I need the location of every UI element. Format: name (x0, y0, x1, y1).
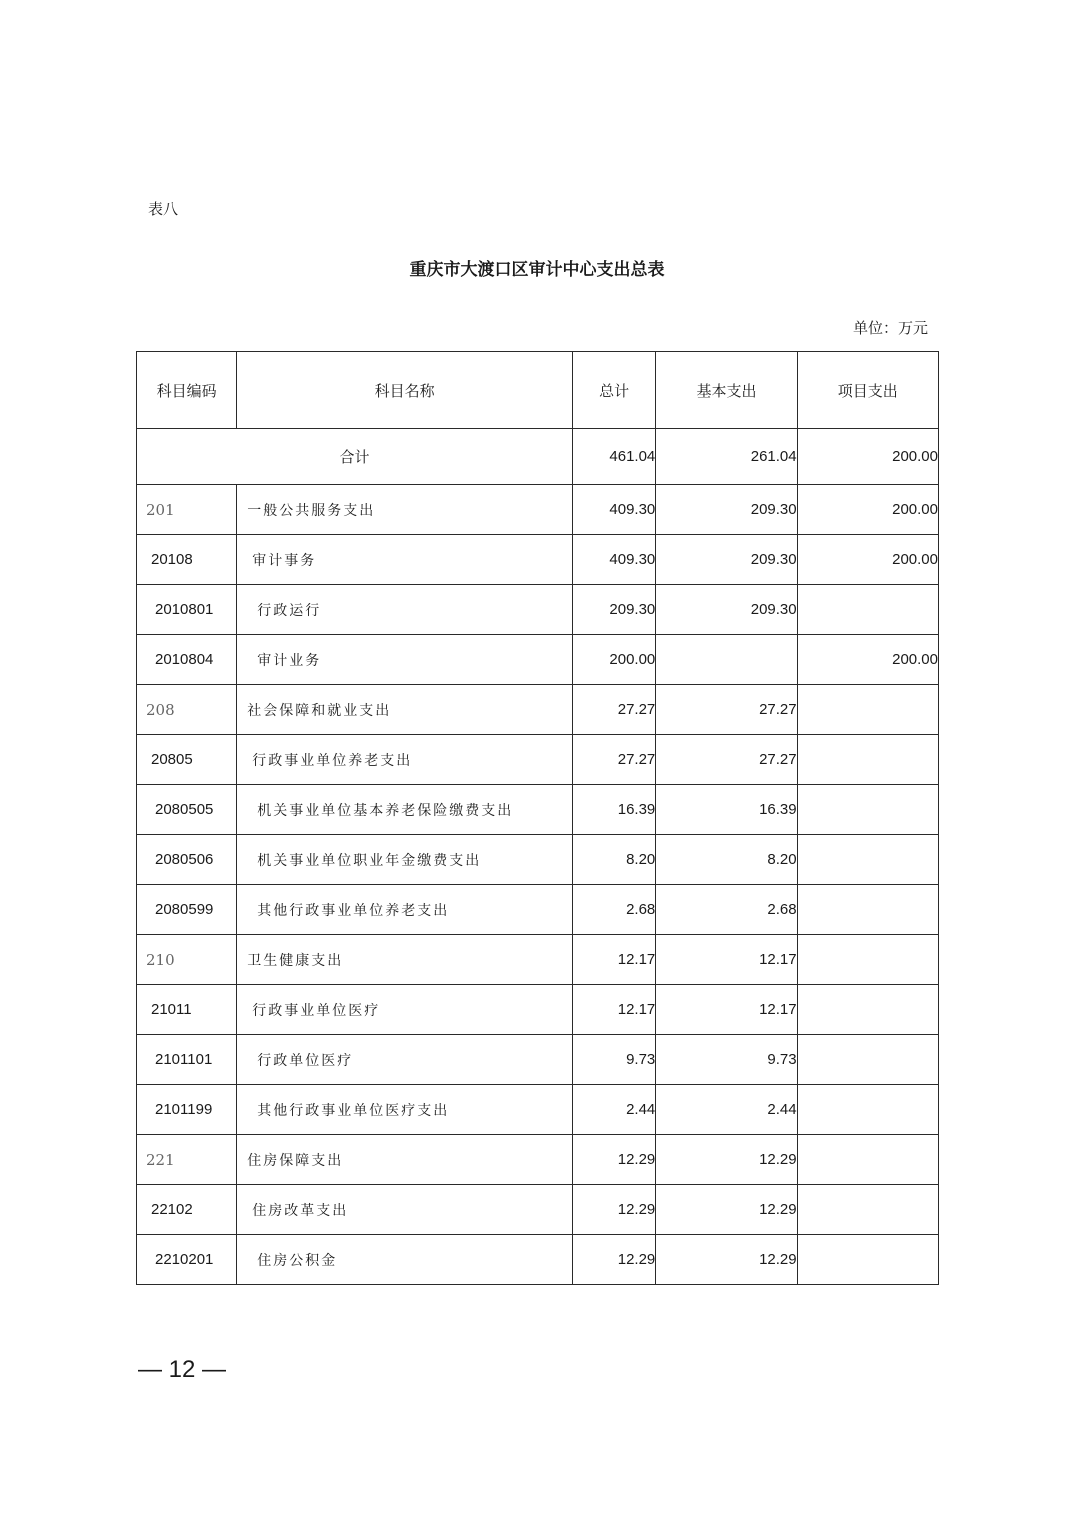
table-label: 表八 (148, 200, 179, 218)
row-total: 2.68 (573, 885, 656, 935)
summary-row (137, 429, 939, 485)
row-code: 2010804 (137, 635, 237, 685)
row-project (797, 1085, 938, 1135)
table-row (137, 1035, 939, 1085)
row-code: 2101199 (137, 1085, 237, 1135)
row-code: 2010801 (137, 585, 237, 635)
row-total: 8.20 (573, 835, 656, 885)
row-name: 行政单位医疗 (237, 1035, 573, 1085)
row-project (797, 835, 938, 885)
row-total: 9.73 (573, 1035, 656, 1085)
row-name: 行政事业单位医疗 (237, 985, 573, 1035)
row-total: 12.29 (573, 1185, 656, 1235)
row-name: 行政事业单位养老支出 (237, 735, 573, 785)
row-basic: 12.29 (656, 1185, 797, 1235)
row-total: 16.39 (573, 785, 656, 835)
row-project: 200.00 (797, 485, 938, 535)
row-name: 机关事业单位基本养老保险缴费支出 (237, 785, 573, 835)
row-basic: 8.20 (656, 835, 797, 885)
row-basic (656, 635, 797, 685)
row-code: 201 (137, 485, 237, 535)
summary-label: 合计 (137, 429, 573, 485)
row-total: 200.00 (573, 635, 656, 685)
row-total: 209.30 (573, 585, 656, 635)
summary-total: 461.04 (573, 429, 656, 485)
row-total: 12.17 (573, 985, 656, 1035)
row-code: 2080599 (137, 885, 237, 935)
row-basic: 12.17 (656, 985, 797, 1035)
row-name: 其他行政事业单位医疗支出 (237, 1085, 573, 1135)
row-project (797, 985, 938, 1035)
row-name: 审计业务 (237, 635, 573, 685)
table-row (137, 685, 939, 735)
table-row (137, 1135, 939, 1185)
row-total: 27.27 (573, 685, 656, 735)
header-basic: 基本支出 (656, 352, 797, 429)
row-code: 221 (137, 1135, 237, 1185)
table-row (137, 535, 939, 585)
row-name: 住房改革支出 (237, 1185, 573, 1235)
table-row (137, 1085, 939, 1135)
row-name: 一般公共服务支出 (237, 485, 573, 535)
row-code: 20108 (137, 535, 237, 585)
header-total: 总计 (573, 352, 656, 429)
row-name: 卫生健康支出 (237, 935, 573, 985)
row-total: 2.44 (573, 1085, 656, 1135)
row-project (797, 885, 938, 935)
table-row (137, 735, 939, 785)
row-project: 200.00 (797, 535, 938, 585)
row-code: 210 (137, 935, 237, 985)
row-name: 其他行政事业单位养老支出 (237, 885, 573, 935)
row-basic: 27.27 (656, 735, 797, 785)
row-project: 200.00 (797, 635, 938, 685)
row-basic: 209.30 (656, 535, 797, 585)
row-basic: 209.30 (656, 585, 797, 635)
row-name: 社会保障和就业支出 (237, 685, 573, 735)
row-total: 27.27 (573, 735, 656, 785)
row-basic: 27.27 (656, 685, 797, 735)
unit-label: 单位：万元 (852, 319, 928, 337)
row-name: 审计事务 (237, 535, 573, 585)
summary-basic: 261.04 (656, 429, 797, 485)
table-body (137, 485, 939, 1285)
header-name: 科目名称 (237, 352, 573, 429)
row-code: 22102 (137, 1185, 237, 1235)
row-name: 住房公积金 (237, 1235, 573, 1285)
table-row (137, 785, 939, 835)
row-basic: 12.29 (656, 1135, 797, 1185)
row-code: 21011 (137, 985, 237, 1035)
table-row (137, 1235, 939, 1285)
row-basic: 12.17 (656, 935, 797, 985)
header-code: 科目编码 (137, 352, 237, 429)
row-code: 2210201 (137, 1235, 237, 1285)
row-total: 12.29 (573, 1135, 656, 1185)
row-project (797, 785, 938, 835)
row-project (797, 1235, 938, 1285)
row-project (797, 585, 938, 635)
row-basic: 9.73 (656, 1035, 797, 1085)
page-title: 重庆市大渡口区审计中心支出总表 (409, 260, 665, 280)
table-header-row (137, 352, 939, 429)
row-project (797, 735, 938, 785)
row-total: 409.30 (573, 535, 656, 585)
row-name: 机关事业单位职业年金缴费支出 (237, 835, 573, 885)
table-row (137, 485, 939, 535)
row-name: 行政运行 (237, 585, 573, 635)
row-basic: 209.30 (656, 485, 797, 535)
row-project (797, 935, 938, 985)
row-basic: 12.29 (656, 1235, 797, 1285)
row-code: 2101101 (137, 1035, 237, 1085)
row-project (797, 1035, 938, 1085)
row-name: 住房保障支出 (237, 1135, 573, 1185)
row-project (797, 685, 938, 735)
table-row (137, 885, 939, 935)
page-number: — 12 — (138, 1356, 227, 1383)
row-total: 12.17 (573, 935, 656, 985)
summary-project: 200.00 (797, 429, 938, 485)
row-code: 208 (137, 685, 237, 735)
table-row (137, 835, 939, 885)
row-basic: 16.39 (656, 785, 797, 835)
table-row (137, 635, 939, 685)
row-total: 409.30 (573, 485, 656, 535)
table-row (137, 1185, 939, 1235)
table-row (137, 985, 939, 1035)
row-project (797, 1185, 938, 1235)
row-basic: 2.68 (656, 885, 797, 935)
row-code: 2080506 (137, 835, 237, 885)
row-code: 20805 (137, 735, 237, 785)
row-code: 2080505 (137, 785, 237, 835)
table-row (137, 585, 939, 635)
expenditure-table (136, 351, 939, 1285)
row-project (797, 1135, 938, 1185)
table-row (137, 935, 939, 985)
row-basic: 2.44 (656, 1085, 797, 1135)
header-project: 项目支出 (797, 352, 938, 429)
row-total: 12.29 (573, 1235, 656, 1285)
